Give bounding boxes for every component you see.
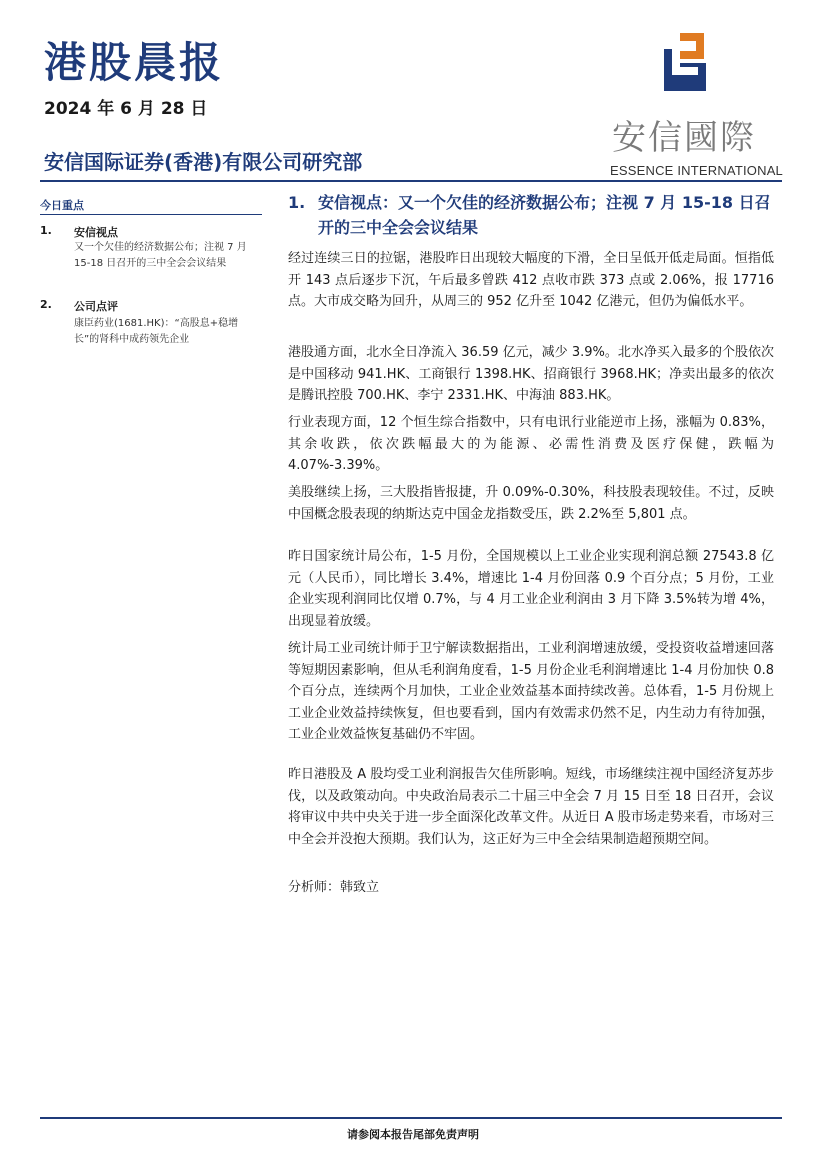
body-paragraph: 港股通方面，北水全日净流入 36.59 亿元，减少 3.9%。北水净买入最多的个股依次是中国移动 941.HK、工商银行 1398.HK、招商银行 3968.HK；净卖出最多的依次是腾讯控股 700.HK、李宁 2331.HK、中海油 883.HK。 xyxy=(288,345,774,403)
sidebar-item-title: 安信视点 xyxy=(74,226,118,239)
header-divider xyxy=(40,180,782,182)
body-paragraph: 行业表现方面，12 个恒生综合指数中，只有电讯行业能逆市上扬，涨幅为 0.83%，其余收跌，依次跌幅最大的为能源、必需性消费及医疗保健，跌幅为 4.07%-3.39%。 xyxy=(288,415,774,473)
section-number: 1. xyxy=(288,193,306,212)
body-paragraph: 经过连续三日的拉锯，港股昨日出现较大幅度的下滑，全日呈低开低走局面。恒指低开 143 点后逐步下沉，午后最多曾跌 412 点收市跌 373 点或 2.06%，报 17716 点。大市成交略为回升，从周三的 952 亿升至 1042 亿港元，但仍为偏低水平。 xyxy=(288,251,774,309)
logo-english-text: ESSENCE INTERNATIONAL xyxy=(610,163,783,178)
section-title: 安信视点：又一个欠佳的经济数据公布；注视 7 月 15-18 日召开的三中全会会议结果 xyxy=(318,193,771,237)
report-title: 港股晨报 xyxy=(44,38,225,87)
sidebar-item-description: 又一个欠佳的经济数据公布；注视 7 月 15-18 日召开的三中全会会议结果 xyxy=(74,242,247,269)
disclaimer-note: 请参阅本报告尾部免责声明 xyxy=(347,1128,479,1141)
sidebar-divider xyxy=(40,214,262,215)
company-name: 安信国际证券(香港)有限公司研究部 xyxy=(44,150,363,174)
logo-chinese-text: 安信國際 xyxy=(612,118,756,158)
sidebar-item-number: 1. xyxy=(40,224,52,237)
sidebar-item-title: 公司点评 xyxy=(74,300,118,313)
body-paragraph: 美股继续上扬，三大股指皆报捷，升 0.09%-0.30%，科技股表现较佳。不过，反映中国概念股表现的纳斯达克中国金龙指数受压，跌 2.2%至 5,801 点。 xyxy=(288,485,774,522)
essence-logo-icon xyxy=(664,33,722,91)
section-heading xyxy=(288,190,778,240)
report-date: 2024 年 6 月 28 日 xyxy=(44,99,208,119)
sidebar-item-description: 康臣药业(1681.HK)：“高股息+稳增长”的肾科中成药领先企业 xyxy=(74,318,239,345)
sidebar-item-number: 2. xyxy=(40,298,52,311)
body-paragraph: 统计局工业司统计师于卫宁解读数据指出，工业利润增速放缓，受投资收益增速回落等短期因素影响，但从毛利润角度看，1-5 月份企业毛利润增速比 1-4 月份加快 0.8 个百分点，连续两个月加快，工业企业效益基本面持续改善。总体看，1-5 月份规上工业企业效益持续恢复，但也要看到，国内有效需求仍然不足，内生动力有待加强，工业企业效益恢复基础仍不牢固。 xyxy=(288,641,774,742)
body-paragraph: 昨日港股及 A 股均受工业利润报告欠佳所影响。短线，市场继续注视中国经济复苏步伐，以及政策动向。中央政治局表示二十届三中全会 7 月 15 日至 18 日召开，会议将审议中共中央关于进一步全面深化改革文件。从近日 A 股市场走势来看，市场对三中全会并没抱大预期。我们认为，这正好为三中全会结果制造超预期空间。 xyxy=(288,767,774,847)
sidebar-heading: 今日重点 xyxy=(40,199,84,212)
body-paragraph: 昨日国家统计局公布，1-5 月份，全国规模以上工业企业实现利润总额 27543.8 亿元（人民币），同比增长 3.4%，增速比 1-4 月份回落 0.9 个百分点；5 月份，工业企业实现利润同比仅增 0.7%，与 4 月工业企业利润由 3 月下降 3.5%转为增 4%，出现显着放缓。 xyxy=(288,549,774,629)
footer-divider xyxy=(40,1117,782,1119)
analyst-name: 分析师：韩致立 xyxy=(288,880,380,895)
